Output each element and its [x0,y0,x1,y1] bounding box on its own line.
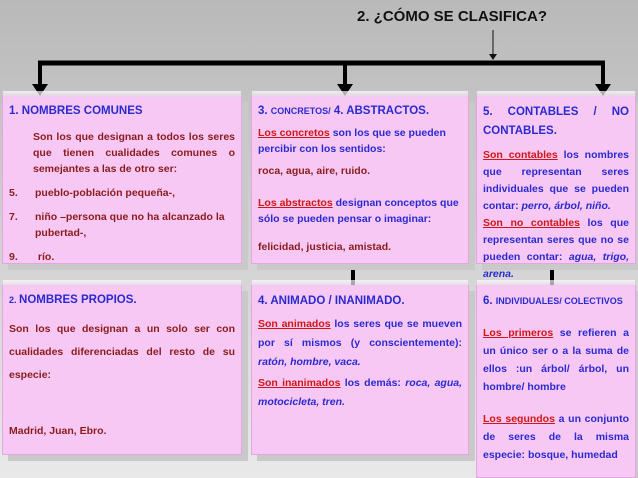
box6-primeros-text: Los primeros se refieren a un único ser o a la suma de ellos :un árbol/ árbol, un hombre/ hombre [483,327,629,393]
down-arrow-icon [489,54,497,60]
box1-item: 7. niño –persona que no ha alcanzado la pubertad-, [9,211,225,239]
box1-intro: Son los que designan a todos los seres que tienen cualidades comunes o semejantes a las de otro ser: [33,131,235,175]
box-nombres-comunes [2,96,242,264]
box5-inanimados-text: Son inanimados los demás: roca, agua, motocicleta, tren. [258,377,462,408]
box1-item: 5. pueblo-población pequeña-, [9,187,175,199]
box-concretos-abstractos [251,96,469,264]
box5-header: 4. ANIMADO / INANIMADO. [258,295,405,307]
box4-examples: Madrid, Juan, Ebro. [9,425,107,437]
page-title: 2. ¿CÓMO SE CLASIFICA? [357,8,548,25]
box6-segundos-text: Los segundos a un conjunto de seres de la misma especie: bosque, humedad [483,413,629,461]
box2-abstractos-text: Los abstractos designan conceptos que sólo se pueden pensar o imaginar: [258,197,459,225]
box1-item: 9. río. [9,251,55,263]
box2-abstractos-examples: felicidad, justicia, amistad. [258,241,392,253]
box1-header: 1. NOMBRES COMUNES [9,105,143,117]
box-nombres-propios [2,285,242,455]
box4-header: 2. NOMBRES PROPIOS. [9,294,137,306]
box2-concretos-text: Los concretos son los que se pueden percibir con los sentidos: [258,127,446,155]
box-individuales-colectivos [476,285,636,478]
box3-contables-text: Son contables los nombres que representan seres individuales que se pueden contar: perro, árbol, niño. [483,149,629,212]
box3-header: 5. CONTABLES / NO CONTABLES. [483,106,629,137]
box4-text: Son los que designan a un solo ser con cualidades diferenciadas del resto de su especie: [9,323,235,381]
box5-animados-text: Son animados los seres que se mueven por sí mismos (y conscientemente): ratón, hombre, vaca. [258,318,463,368]
box-contables [476,96,636,280]
box3-no-contables-text: Son no contables los que representan seres que no se pueden contar: agua, trigo, arena. [483,217,629,280]
box-animado-inanimado [251,285,469,455]
box2-concretos-examples: roca, agua, aire, ruido. [258,165,371,177]
box2-header: 3. CONCRETOS/ 4. ABSTRACTOS. [258,105,430,117]
box6-header: 6. INDIVIDUALES/ COLECTIVOS [483,295,623,307]
